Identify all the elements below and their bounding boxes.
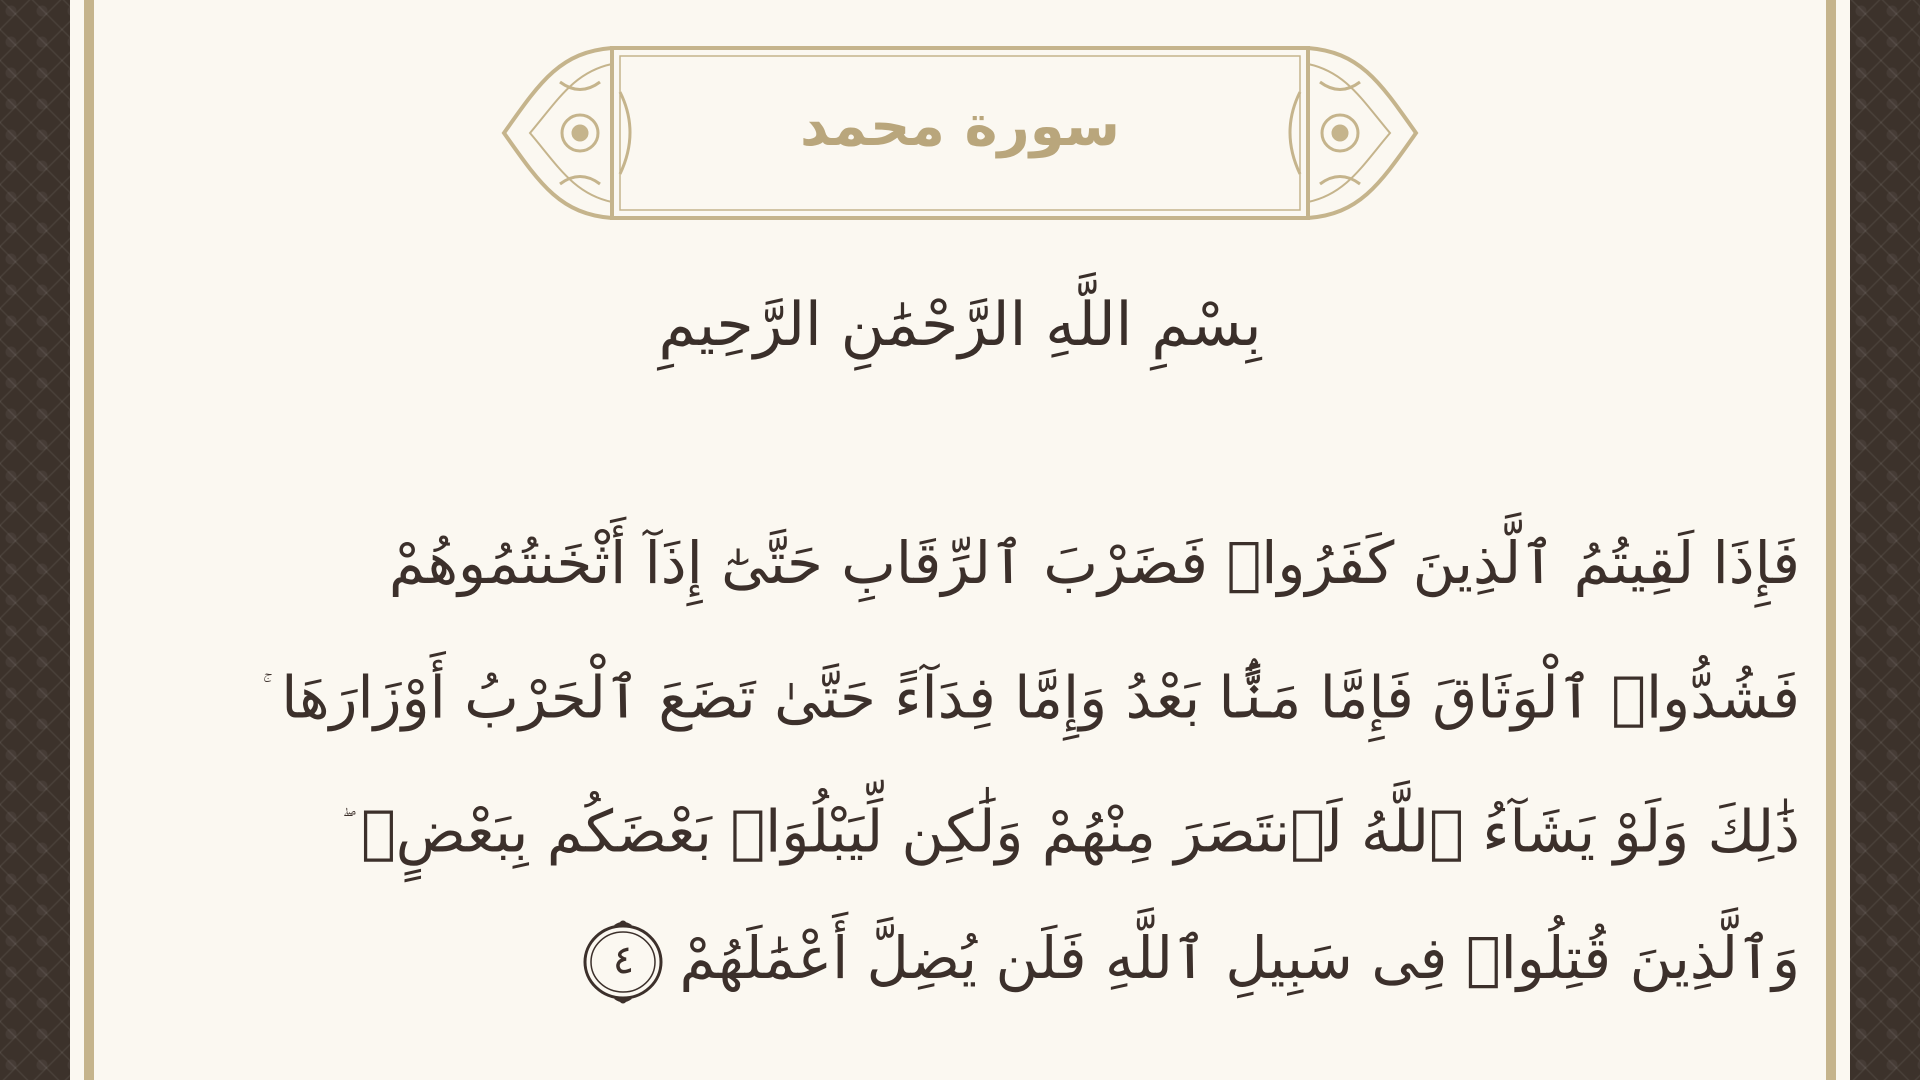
right-pattern-panel [1850, 0, 1920, 1080]
verse-line-1-text: فَإِذَا لَقِيتُمُ ٱلَّذِينَ كَفَرُوا۟ فَضَرْبَ ٱلرِّقَابِ حَتَّىٰٓ إِذَآ أَثْخَنتُمُوهُمْ [388, 529, 1800, 597]
basmala: بِسْمِ اللَّهِ الرَّحْمَٰنِ الرَّحِيمِ [658, 290, 1262, 360]
verse-line-4 [190, 895, 1800, 1021]
left-pattern-panel [0, 0, 70, 1080]
verse-line-2-text: فَشُدُّوا۟ ٱلْوَثَاقَ فَإِمَّا مَنًّۢا بَعْدُ وَإِمَّا فِدَآءً حَتَّىٰ تَضَعَ ٱلْحَرْبُ أَوْزَارَهَا [281, 663, 1800, 732]
verse-line-2 [190, 626, 1800, 760]
left-gold-border [84, 0, 94, 1080]
verse-line-4-text: وَٱلَّذِينَ قُتِلُوا۟ فِى سَبِيلِ ٱللَّهِ فَلَن يُضِلَّ أَعْمَٰلَهُمْ [679, 923, 1800, 992]
right-gold-border [1826, 0, 1836, 1080]
ayah-number: ٤ [612, 936, 635, 983]
ayah-end-marker [581, 920, 665, 1004]
verse-line-1 [190, 500, 1800, 626]
surah-title: سورة محمد [800, 94, 1120, 159]
surah-title-cartouche [500, 42, 1420, 224]
verse-block [190, 500, 1800, 1021]
verse-line-3 [190, 760, 1800, 894]
verse-line-3-text: ذَٰلِكَ وَلَوْ يَشَآءُ ٱللَّهُ لَٱنتَصَرَ مِنْهُمْ وَلَٰكِن لِّيَبْلُوَا۟ بَعْضَكُم بِبَعْضٍۗ [360, 797, 1800, 866]
